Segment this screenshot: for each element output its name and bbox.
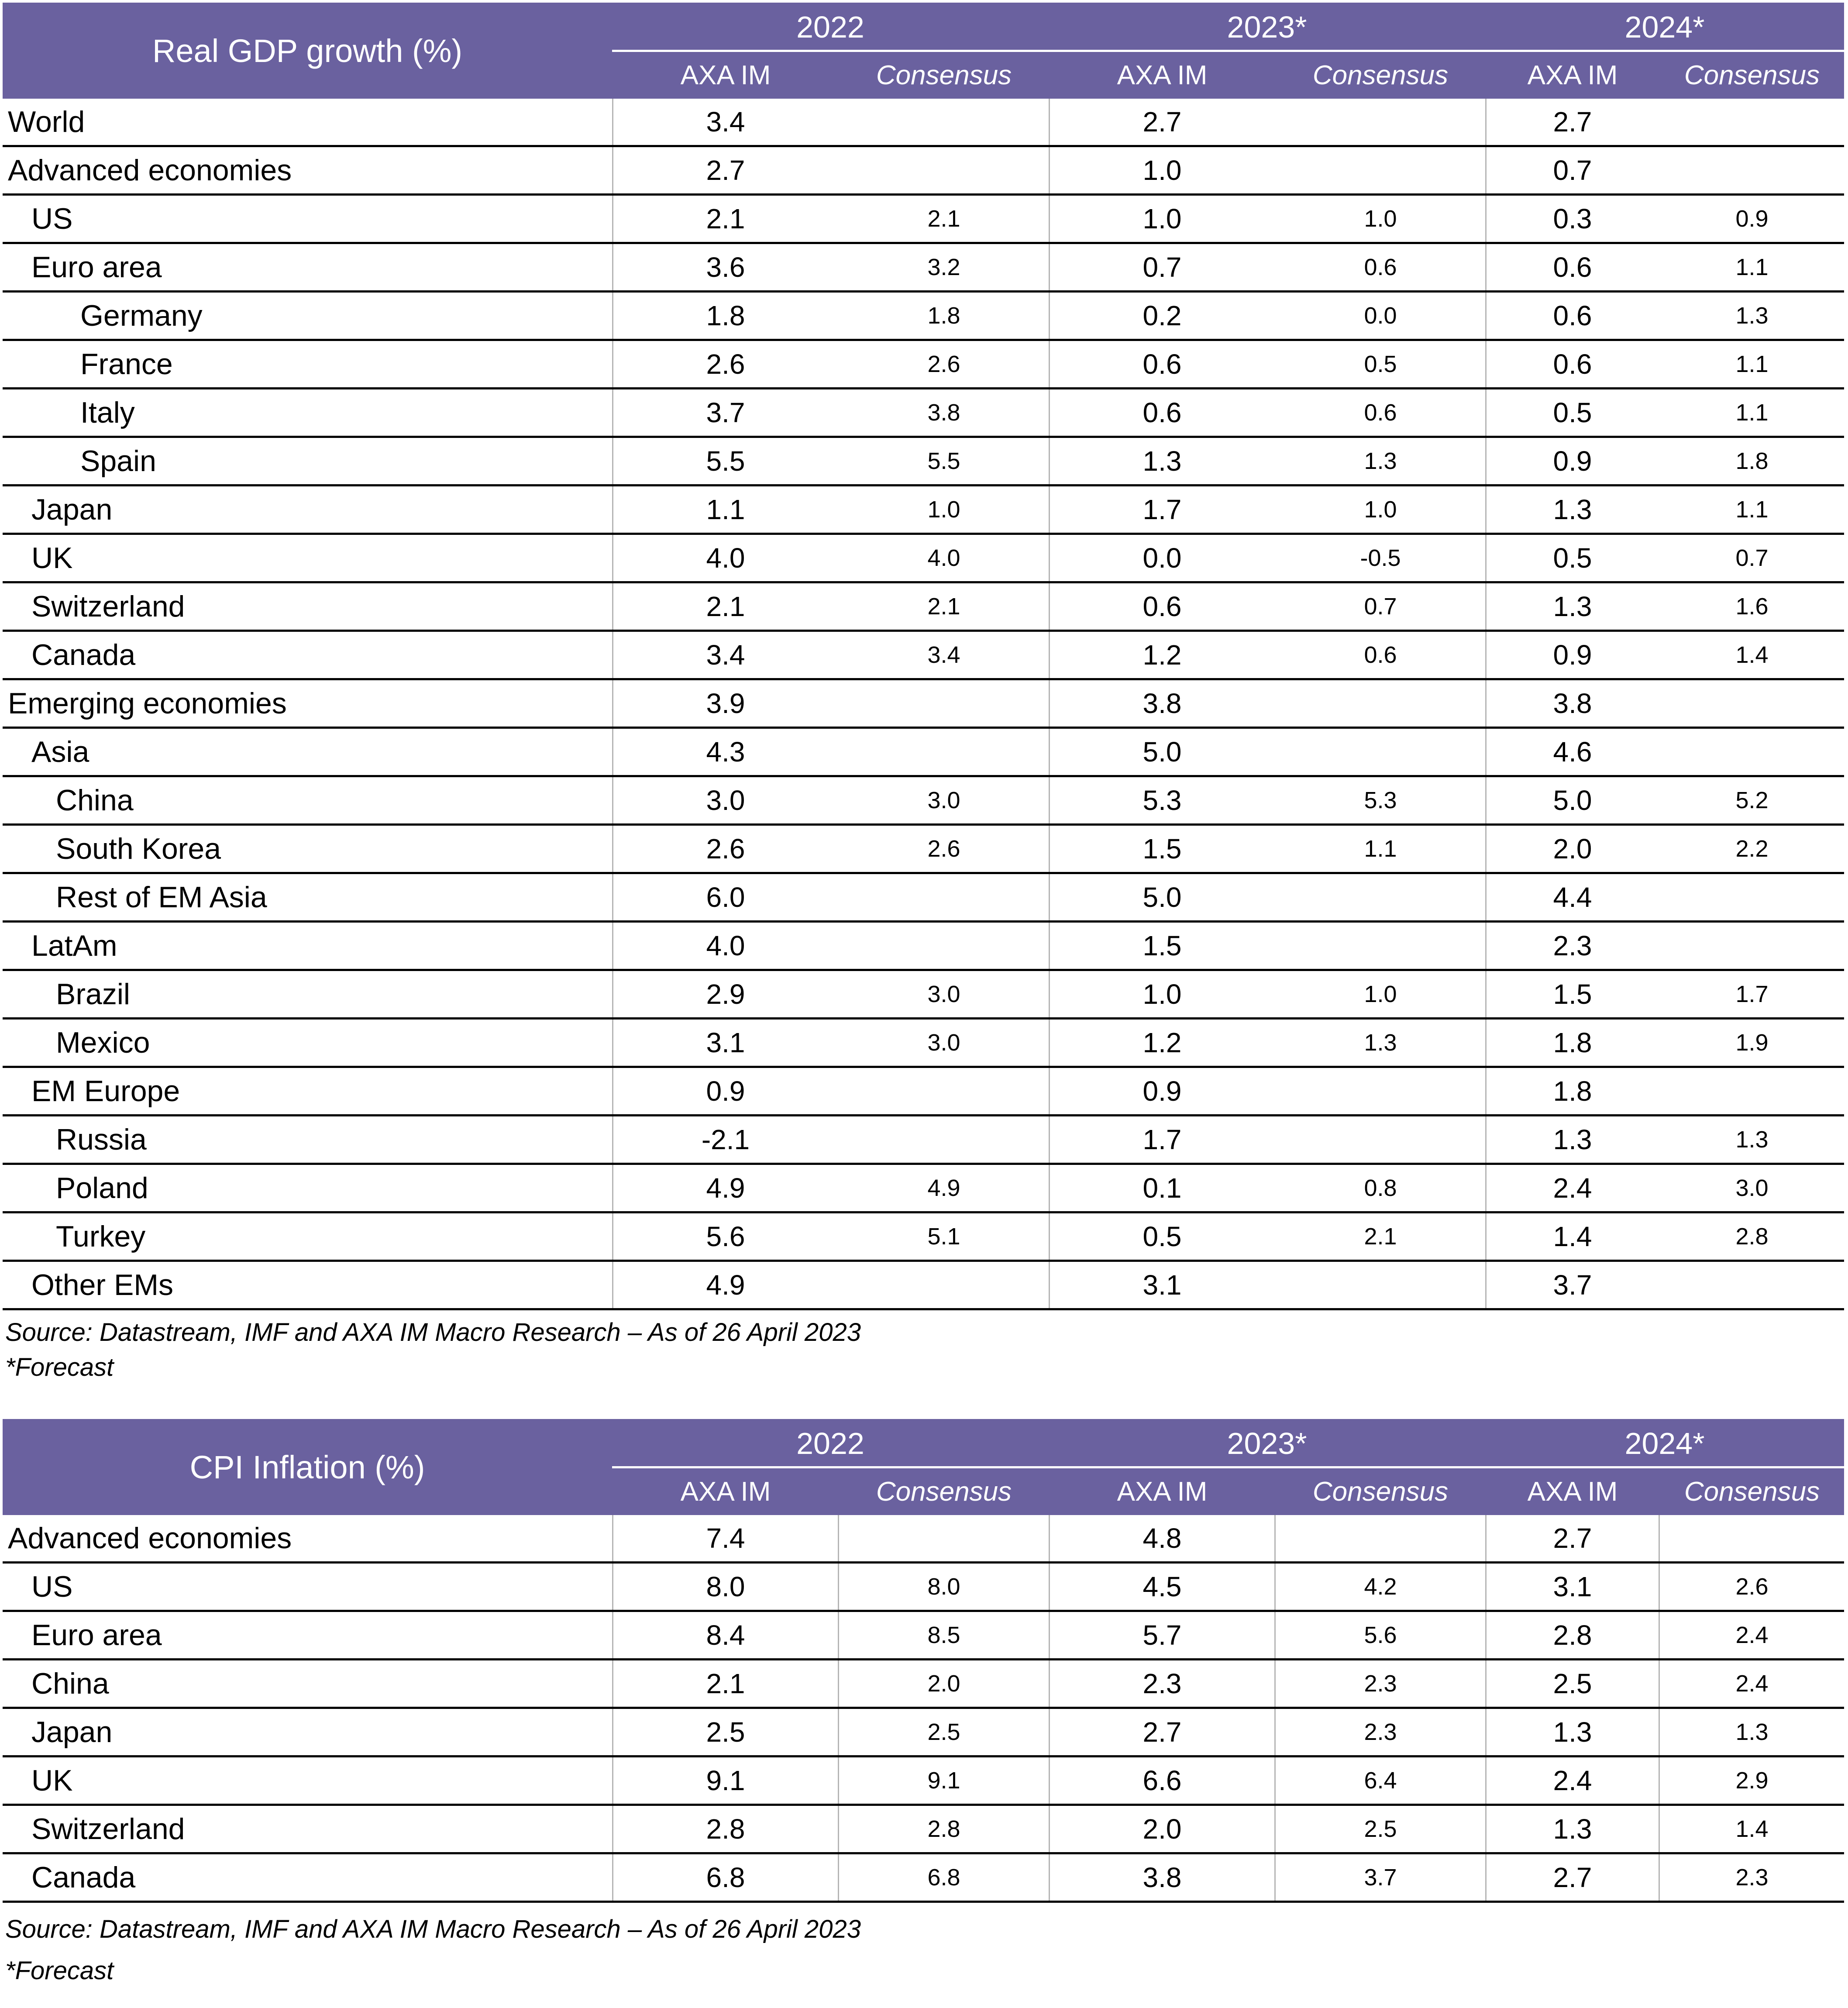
table-row — [3, 1854, 1844, 1903]
table-row — [3, 147, 1844, 196]
row-label: Switzerland — [31, 1812, 185, 1846]
row-label: Rest of EM Asia — [56, 881, 267, 914]
table-row — [3, 874, 1844, 923]
row-label: South Korea — [56, 832, 221, 865]
axa-im-subheader: AXA IM — [1527, 1476, 1618, 1507]
axa-im-value-cell: 2.7 — [1143, 106, 1182, 138]
consensus-value-cell — [839, 1262, 1049, 1308]
axa-im-value-cell: 4.8 — [1143, 1522, 1182, 1554]
consensus-value-cell: 1.4 — [1735, 642, 1769, 668]
axa-im-value-cell: 1.1 — [706, 494, 745, 525]
axa-im-value-cell: 5.0 — [1553, 785, 1592, 816]
consensus-value-cell: 2.3 — [1364, 1719, 1397, 1745]
table-row — [3, 535, 1844, 583]
row-label: US — [31, 202, 73, 235]
consensus-value-cell: 0.9 — [1735, 206, 1769, 232]
axa-im-value-cell: 1.7 — [1143, 1124, 1182, 1155]
consensus-value-cell — [1660, 729, 1844, 775]
axa-im-value-cell: 0.6 — [1143, 397, 1182, 428]
axa-im-subheader: AXA IM — [680, 60, 771, 90]
consensus-value-cell: 2.8 — [1735, 1223, 1769, 1250]
header-divider — [612, 50, 1844, 52]
consensus-value-cell: 0.7 — [1364, 593, 1397, 620]
axa-im-value-cell: 0.2 — [1143, 300, 1182, 331]
axa-im-value-cell: 0.7 — [1143, 251, 1182, 283]
table-row — [3, 1213, 1844, 1262]
table-row — [3, 923, 1844, 971]
consensus-value-cell: 6.4 — [1364, 1767, 1397, 1794]
consensus-value-cell: 2.1 — [1364, 1223, 1397, 1250]
axa-im-value-cell: 0.6 — [1143, 591, 1182, 622]
cpi-forecast-footnote: *Forecast — [5, 1956, 114, 1985]
consensus-value-cell — [839, 1068, 1049, 1114]
axa-im-value-cell: 3.1 — [1553, 1571, 1592, 1602]
consensus-value-cell: 1.8 — [1735, 448, 1769, 474]
table-row — [3, 1165, 1844, 1213]
consensus-value-cell — [1660, 923, 1844, 969]
axa-im-value-cell: 0.6 — [1553, 348, 1592, 380]
consensus-value-cell — [1276, 1116, 1485, 1163]
row-label: Poland — [56, 1171, 148, 1205]
axa-im-value-cell: 1.7 — [1143, 494, 1182, 525]
consensus-value-cell — [1276, 874, 1485, 920]
consensus-value-cell: 1.6 — [1735, 593, 1769, 620]
axa-im-value-cell: 4.9 — [706, 1172, 745, 1204]
table-row — [3, 1709, 1844, 1757]
year-2023-header: 2023* — [1227, 1426, 1307, 1460]
axa-im-value-cell: 2.7 — [1553, 1862, 1592, 1893]
table-row — [3, 1515, 1844, 1564]
consensus-value-cell: 3.2 — [927, 254, 960, 280]
consensus-value-cell: 5.2 — [1735, 787, 1769, 813]
axa-im-value-cell: 2.3 — [1143, 1668, 1182, 1699]
consensus-value-cell: -0.5 — [1360, 545, 1401, 571]
consensus-value-cell — [839, 99, 1049, 145]
axa-im-value-cell: 3.8 — [1143, 688, 1182, 719]
consensus-value-cell: 3.0 — [1735, 1175, 1769, 1201]
table-row — [3, 293, 1844, 341]
table-row — [3, 680, 1844, 729]
axa-im-value-cell: 4.3 — [706, 736, 745, 768]
table-row — [3, 389, 1844, 438]
consensus-value-cell: 5.6 — [1364, 1622, 1397, 1648]
table-row — [3, 1068, 1844, 1116]
table-row — [3, 729, 1844, 777]
year-2022-header: 2022 — [796, 1426, 864, 1460]
consensus-value-cell — [1660, 99, 1844, 145]
consensus-value-cell: 1.1 — [1364, 836, 1397, 862]
table-row — [3, 1116, 1844, 1165]
axa-im-value-cell: 5.5 — [706, 445, 745, 477]
consensus-value-cell — [839, 1116, 1049, 1163]
consensus-value-cell: 2.6 — [1735, 1574, 1769, 1600]
axa-im-value-cell: 5.0 — [1143, 882, 1182, 913]
table-row — [3, 438, 1844, 486]
consensus-value-cell: 8.5 — [927, 1622, 960, 1648]
consensus-value-cell: 2.1 — [927, 206, 960, 232]
consensus-value-cell: 2.0 — [927, 1670, 960, 1697]
gdp-table-body — [3, 99, 1844, 1310]
row-label: Euro area — [31, 251, 162, 284]
table-row — [3, 826, 1844, 874]
axa-im-value-cell: 0.6 — [1553, 251, 1592, 283]
consensus-value-cell: 2.3 — [1735, 1864, 1769, 1891]
year-2024-header: 2024* — [1624, 10, 1705, 44]
consensus-value-cell: 2.1 — [927, 593, 960, 620]
axa-im-subheader: AXA IM — [680, 1476, 771, 1507]
axa-im-value-cell: 0.5 — [1553, 397, 1592, 428]
row-label: Advanced economies — [8, 154, 292, 187]
consensus-value-cell: 3.0 — [927, 787, 960, 813]
table-row — [3, 99, 1844, 147]
consensus-value-cell: 1.4 — [1735, 1816, 1769, 1842]
row-label: Other EMs — [31, 1268, 173, 1302]
axa-im-value-cell: 2.1 — [706, 1668, 745, 1699]
axa-im-value-cell: 0.9 — [1553, 639, 1592, 671]
row-label: Asia — [31, 735, 89, 768]
consensus-value-cell: 3.0 — [927, 981, 960, 1007]
row-label: UK — [31, 541, 73, 575]
consensus-value-cell: 0.0 — [1364, 303, 1397, 329]
consensus-value-cell — [1276, 1515, 1485, 1561]
year-2022-header: 2022 — [796, 10, 864, 44]
row-label: Canada — [31, 638, 136, 672]
axa-im-value-cell: 3.1 — [706, 1027, 745, 1058]
consensus-value-cell — [1276, 729, 1485, 775]
axa-im-value-cell: 2.7 — [1143, 1716, 1182, 1748]
consensus-value-cell — [1660, 1262, 1844, 1308]
row-label: Mexico — [56, 1026, 150, 1059]
axa-im-value-cell: 0.3 — [1553, 203, 1592, 234]
row-label: France — [80, 348, 173, 381]
consensus-value-cell — [1660, 147, 1844, 193]
axa-im-value-cell: 1.8 — [1553, 1075, 1592, 1107]
consensus-value-cell — [1276, 99, 1485, 145]
table-row — [3, 486, 1844, 535]
axa-im-value-cell: 3.1 — [1143, 1269, 1182, 1301]
row-label: Brazil — [56, 978, 131, 1011]
consensus-value-cell: 1.0 — [927, 496, 960, 523]
row-label: Germany — [80, 299, 203, 332]
consensus-value-cell: 0.5 — [1364, 351, 1397, 377]
axa-im-value-cell: 5.7 — [1143, 1619, 1182, 1651]
consensus-value-cell — [1276, 1262, 1485, 1308]
axa-im-value-cell: 0.9 — [1143, 1075, 1182, 1107]
consensus-value-cell: 2.6 — [927, 351, 960, 377]
axa-im-value-cell: 8.4 — [706, 1619, 745, 1651]
axa-im-value-cell: 3.8 — [1143, 1862, 1182, 1893]
axa-im-value-cell: 3.0 — [706, 785, 745, 816]
consensus-value-cell — [1276, 923, 1485, 969]
consensus-value-cell: 3.4 — [927, 642, 960, 668]
axa-im-value-cell: 2.4 — [1553, 1172, 1592, 1204]
axa-im-value-cell: 6.8 — [706, 1862, 745, 1893]
axa-im-value-cell: 4.0 — [706, 930, 745, 961]
axa-im-value-cell: 0.0 — [1143, 542, 1182, 574]
axa-im-value-cell: 1.5 — [1143, 833, 1182, 865]
row-label: China — [56, 784, 134, 817]
table-row — [3, 971, 1844, 1019]
consensus-value-cell: 1.0 — [1364, 981, 1397, 1007]
axa-im-value-cell: 2.7 — [706, 155, 745, 186]
axa-im-value-cell: 1.0 — [1143, 978, 1182, 1010]
consensus-value-cell: 0.6 — [1364, 254, 1397, 280]
consensus-value-cell: 4.0 — [927, 545, 960, 571]
cpi-table-body — [3, 1515, 1844, 1903]
axa-im-value-cell: 2.1 — [706, 203, 745, 234]
consensus-value-cell: 2.4 — [1735, 1622, 1769, 1648]
axa-im-value-cell: 1.3 — [1553, 1716, 1592, 1748]
table-row — [3, 1019, 1844, 1068]
consensus-value-cell — [839, 147, 1049, 193]
consensus-value-cell: 0.6 — [1364, 400, 1397, 426]
axa-im-value-cell: 2.4 — [1553, 1765, 1592, 1796]
consensus-value-cell: 5.1 — [927, 1223, 960, 1250]
axa-im-value-cell: 2.8 — [706, 1813, 745, 1845]
axa-im-value-cell: 4.5 — [1143, 1571, 1182, 1602]
consensus-value-cell — [839, 680, 1049, 727]
consensus-value-cell: 1.3 — [1735, 1719, 1769, 1745]
consensus-value-cell: 1.1 — [1735, 400, 1769, 426]
row-label: EM Europe — [31, 1075, 180, 1108]
axa-im-subheader: AXA IM — [1117, 60, 1208, 90]
axa-im-value-cell: 0.5 — [1143, 1221, 1182, 1252]
row-label: Switzerland — [31, 590, 185, 623]
header-divider — [612, 1466, 1844, 1468]
consensus-value-cell: 2.5 — [927, 1719, 960, 1745]
consensus-value-cell: 3.7 — [1364, 1864, 1397, 1891]
gdp-table-header — [3, 3, 1844, 99]
consensus-value-cell: 0.6 — [1364, 642, 1397, 668]
row-label: China — [31, 1667, 109, 1700]
consensus-value-cell: 2.9 — [1735, 1767, 1769, 1794]
consensus-value-cell: 1.9 — [1735, 1030, 1769, 1056]
consensus-value-cell — [1660, 1515, 1844, 1561]
table-row — [3, 244, 1844, 293]
table-row — [3, 583, 1844, 632]
consensus-value-cell: 2.4 — [1735, 1670, 1769, 1697]
cpi-table-header — [3, 1419, 1844, 1515]
axa-im-value-cell: 4.9 — [706, 1269, 745, 1301]
consensus-value-cell: 0.7 — [1735, 545, 1769, 571]
table-row — [3, 196, 1844, 244]
consensus-value-cell: 2.6 — [927, 836, 960, 862]
consensus-value-cell: 2.8 — [927, 1816, 960, 1842]
table-row — [3, 1564, 1844, 1612]
consensus-value-cell: 2.3 — [1364, 1670, 1397, 1697]
consensus-subheader: Consensus — [876, 1476, 1012, 1507]
table-row — [3, 341, 1844, 389]
row-label: LatAm — [31, 929, 117, 962]
consensus-value-cell: 1.3 — [1364, 448, 1397, 474]
axa-im-value-cell: 5.6 — [706, 1221, 745, 1252]
axa-im-value-cell: 3.4 — [706, 106, 745, 138]
table-row — [3, 777, 1844, 826]
axa-im-value-cell: 1.3 — [1143, 445, 1182, 477]
consensus-value-cell: 1.1 — [1735, 351, 1769, 377]
consensus-value-cell: 1.3 — [1735, 1126, 1769, 1153]
consensus-value-cell — [1276, 1068, 1485, 1114]
axa-im-value-cell: -2.1 — [701, 1124, 750, 1155]
axa-im-value-cell: 3.7 — [706, 397, 745, 428]
axa-im-value-cell: 2.3 — [1553, 930, 1592, 961]
row-label: Russia — [56, 1123, 147, 1156]
axa-im-value-cell: 2.0 — [1553, 833, 1592, 865]
row-label: Spain — [80, 444, 156, 478]
axa-im-value-cell: 3.9 — [706, 688, 745, 719]
axa-im-value-cell: 2.7 — [1553, 106, 1592, 138]
axa-im-value-cell: 1.4 — [1553, 1221, 1592, 1252]
consensus-value-cell — [839, 729, 1049, 775]
consensus-value-cell: 1.1 — [1735, 254, 1769, 280]
axa-im-value-cell: 1.5 — [1143, 930, 1182, 961]
cpi-source-note: Source: Datastream, IMF and AXA IM Macro Research – As of 26 April 2023 — [5, 1915, 861, 1943]
consensus-subheader: Consensus — [1684, 60, 1820, 90]
row-label: Advanced economies — [8, 1522, 292, 1555]
axa-im-value-cell: 6.6 — [1143, 1765, 1182, 1796]
consensus-value-cell: 4.2 — [1364, 1574, 1397, 1600]
axa-im-value-cell: 1.3 — [1553, 1124, 1592, 1155]
axa-im-value-cell: 4.6 — [1553, 736, 1592, 768]
consensus-value-cell: 6.8 — [927, 1864, 960, 1891]
table-row — [3, 1262, 1844, 1310]
consensus-subheader: Consensus — [1312, 1476, 1449, 1507]
table-row — [3, 1660, 1844, 1709]
consensus-value-cell — [1276, 147, 1485, 193]
row-label: Japan — [31, 493, 113, 526]
axa-im-value-cell: 2.6 — [706, 348, 745, 380]
consensus-value-cell: 1.3 — [1364, 1030, 1397, 1056]
axa-im-value-cell: 1.8 — [1553, 1027, 1592, 1058]
consensus-value-cell: 5.3 — [1364, 787, 1397, 813]
axa-im-value-cell: 2.0 — [1143, 1813, 1182, 1845]
cpi-inflation-table — [3, 1419, 1844, 1903]
axa-im-value-cell: 8.0 — [706, 1571, 745, 1602]
year-2023-header: 2023* — [1227, 10, 1307, 44]
consensus-value-cell: 2.2 — [1735, 836, 1769, 862]
axa-im-value-cell: 2.5 — [706, 1716, 745, 1748]
axa-im-value-cell: 9.1 — [706, 1765, 745, 1796]
axa-im-value-cell: 1.3 — [1553, 591, 1592, 622]
axa-im-value-cell: 5.3 — [1143, 785, 1182, 816]
axa-im-value-cell: 0.7 — [1553, 155, 1592, 186]
row-label: World — [8, 105, 85, 138]
row-label: Turkey — [56, 1220, 146, 1253]
consensus-value-cell: 1.3 — [1735, 303, 1769, 329]
axa-im-value-cell: 1.2 — [1143, 639, 1182, 671]
axa-im-value-cell: 2.5 — [1553, 1668, 1592, 1699]
consensus-subheader: Consensus — [1684, 1476, 1820, 1507]
axa-im-value-cell: 2.9 — [706, 978, 745, 1010]
consensus-value-cell: 9.1 — [927, 1767, 960, 1794]
axa-im-value-cell: 0.6 — [1143, 348, 1182, 380]
row-label: UK — [31, 1764, 73, 1797]
axa-im-value-cell: 2.6 — [706, 833, 745, 865]
axa-im-value-cell: 4.4 — [1553, 882, 1592, 913]
axa-im-value-cell: 0.6 — [1553, 300, 1592, 331]
axa-im-value-cell: 3.8 — [1553, 688, 1592, 719]
axa-im-value-cell: 2.7 — [1553, 1522, 1592, 1554]
year-2024-header: 2024* — [1624, 1426, 1705, 1460]
row-label: Canada — [31, 1861, 136, 1894]
consensus-value-cell: 1.7 — [1735, 981, 1769, 1007]
consensus-value-cell — [839, 923, 1049, 969]
axa-im-value-cell: 1.8 — [706, 300, 745, 331]
row-label: Italy — [80, 396, 135, 429]
axa-im-value-cell: 6.0 — [706, 882, 745, 913]
axa-im-value-cell: 1.2 — [1143, 1027, 1182, 1058]
row-label: Japan — [31, 1715, 113, 1749]
consensus-value-cell: 1.0 — [1364, 206, 1397, 232]
consensus-value-cell: 0.8 — [1364, 1175, 1397, 1201]
gdp-forecast-footnote: *Forecast — [5, 1353, 114, 1381]
consensus-value-cell — [1660, 874, 1844, 920]
axa-im-value-cell: 7.4 — [706, 1522, 745, 1554]
axa-im-value-cell: 3.7 — [1553, 1269, 1592, 1301]
axa-im-subheader: AXA IM — [1117, 1476, 1208, 1507]
axa-im-value-cell: 1.0 — [1143, 155, 1182, 186]
row-label: Euro area — [31, 1619, 162, 1652]
consensus-value-cell: 3.8 — [927, 400, 960, 426]
table-row — [3, 1612, 1844, 1660]
consensus-value-cell — [1276, 680, 1485, 727]
axa-im-value-cell: 0.9 — [1553, 445, 1592, 477]
table-row — [3, 632, 1844, 680]
consensus-value-cell — [1660, 680, 1844, 727]
axa-im-value-cell: 2.1 — [706, 591, 745, 622]
consensus-value-cell: 1.8 — [927, 303, 960, 329]
gdp-growth-table — [3, 3, 1844, 1310]
axa-im-value-cell: 3.6 — [706, 251, 745, 283]
consensus-value-cell: 2.5 — [1364, 1816, 1397, 1842]
consensus-value-cell: 4.9 — [927, 1175, 960, 1201]
row-label: US — [31, 1570, 73, 1603]
axa-im-value-cell: 0.1 — [1143, 1172, 1182, 1204]
gdp-table-title: Real GDP growth (%) — [152, 32, 463, 69]
consensus-value-cell: 8.0 — [927, 1574, 960, 1600]
axa-im-subheader: AXA IM — [1527, 60, 1618, 90]
consensus-value-cell: 5.5 — [927, 448, 960, 474]
consensus-value-cell: 3.0 — [927, 1030, 960, 1056]
cpi-table-title: CPI Inflation (%) — [189, 1449, 425, 1485]
consensus-value-cell — [839, 874, 1049, 920]
axa-im-value-cell: 1.3 — [1553, 1813, 1592, 1845]
axa-im-value-cell: 0.5 — [1553, 542, 1592, 574]
row-label: Emerging economies — [8, 687, 287, 720]
axa-im-value-cell: 1.3 — [1553, 494, 1592, 525]
consensus-value-cell — [1660, 1068, 1844, 1114]
table-row — [3, 1806, 1844, 1854]
axa-im-value-cell: 5.0 — [1143, 736, 1182, 768]
consensus-subheader: Consensus — [876, 60, 1012, 90]
axa-im-value-cell: 1.5 — [1553, 978, 1592, 1010]
axa-im-value-cell: 0.9 — [706, 1075, 745, 1107]
axa-im-value-cell: 3.4 — [706, 639, 745, 671]
consensus-value-cell: 1.0 — [1364, 496, 1397, 523]
axa-im-value-cell: 2.8 — [1553, 1619, 1592, 1651]
gdp-source-note: Source: Datastream, IMF and AXA IM Macro Research – As of 26 April 2023 — [5, 1318, 861, 1347]
axa-im-value-cell: 4.0 — [706, 542, 745, 574]
axa-im-value-cell: 1.0 — [1143, 203, 1182, 234]
consensus-value-cell: 1.1 — [1735, 496, 1769, 523]
table-row — [3, 1757, 1844, 1806]
consensus-subheader: Consensus — [1312, 60, 1449, 90]
consensus-value-cell — [839, 1515, 1049, 1561]
